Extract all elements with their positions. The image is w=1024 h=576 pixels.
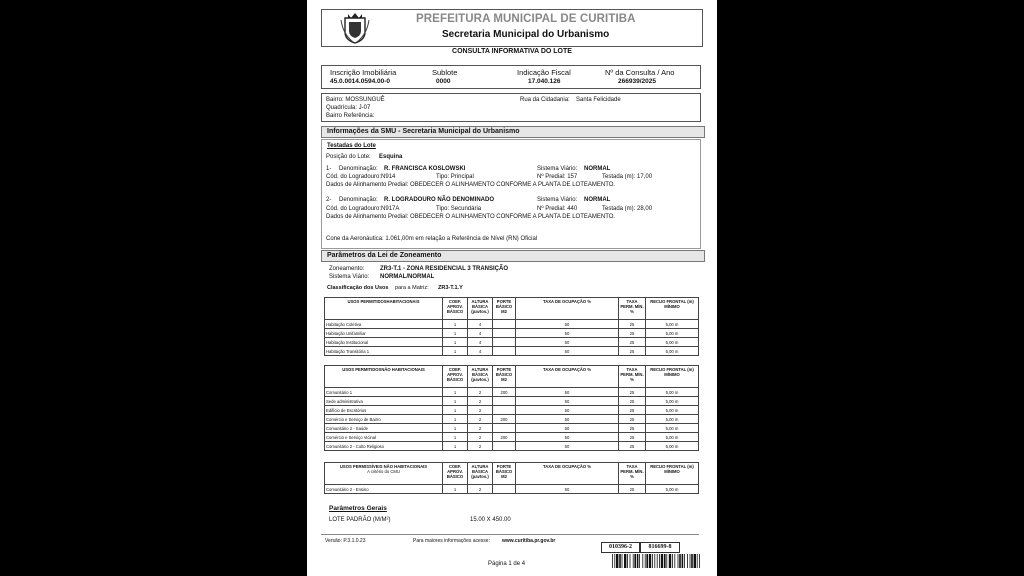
table1-body	[325, 320, 699, 356]
rua-cidadania-label: Rua da Cidadania:	[520, 97, 570, 103]
table-cell: 25	[619, 338, 646, 347]
table-cell: 4	[468, 338, 493, 347]
table-cell: Comunitário 1	[325, 388, 443, 397]
header-subtitle: Secretaria Municipal do Urbanismo	[442, 29, 610, 40]
table-cell	[493, 442, 516, 451]
indicacao-value: 17.040.126	[528, 78, 561, 85]
col-taxa-perm: TAXA PERM. MÍN. %	[619, 463, 646, 485]
testada2-tipo: Tipo: Secundária	[436, 206, 482, 212]
table-cell: 5,00 m	[646, 433, 699, 442]
table2-title: USOS PERMITIDOSNÃO HABITACIONAIS	[325, 366, 443, 388]
table-cell	[493, 406, 516, 415]
table-cell: Comunitário 2 - Culto Religioso	[325, 442, 443, 451]
testada2-sist: NORMAL	[584, 197, 611, 203]
table-cell: 2	[468, 406, 493, 415]
table-cell: 2	[468, 424, 493, 433]
col-altura: ALTURA BÁSICA (pavtos.)	[468, 366, 493, 388]
table3-title	[325, 463, 443, 485]
table-usos-habitacionais	[324, 297, 699, 356]
testada2-predial: Nº Predial: 440	[537, 206, 578, 212]
testada1-cod: Cód. do Logradouro:N914	[326, 174, 396, 180]
table-cell: 5,00 m	[646, 485, 699, 494]
classificacao-label: Classificação dos Usos	[327, 285, 389, 291]
col-altura: ALTURA BÁSICA (pavtos.)	[468, 463, 493, 485]
table-cell: 25	[619, 347, 646, 356]
table-cell: Habitação Coletiva	[325, 320, 443, 329]
table-row	[325, 329, 699, 338]
table-cell: 25	[619, 397, 646, 406]
lote-padrao-label: LOTE PADRÃO (M/M²)	[329, 517, 391, 523]
consulta-label: Nº da Consulta / Ano	[605, 68, 675, 77]
table-cell	[493, 397, 516, 406]
testada1-sist: NORMAL	[584, 166, 611, 172]
table-cell: 50	[516, 424, 619, 433]
table-cell: 50	[516, 347, 619, 356]
table-row	[325, 442, 699, 451]
table-cell: 200	[493, 415, 516, 424]
testada1-alinhamento: Dados de Alinhamento Predial: OBEDECER O ALINHAMENTO CONFORME A PLANTA DE LOTEAMENTO.	[326, 182, 616, 188]
posicao-value: Esquina	[379, 154, 403, 160]
table-cell: Comunitário 2 - Ensino	[325, 485, 443, 494]
quadricula: Quadrícula: J-07	[326, 105, 371, 111]
testada1-sist-label: Sistema Viário:	[537, 166, 578, 172]
zoneamento-label: Zoneamento:	[329, 266, 365, 272]
col-porte: PORTE BÁSICO M2	[493, 298, 516, 320]
table-cell: 5,00 m	[646, 406, 699, 415]
footer-divider	[321, 534, 699, 535]
col-taxa-perm: TAXA PERM. MÍN. %	[619, 298, 646, 320]
col-altura: ALTURA BÁSICA (pavtos.)	[468, 298, 493, 320]
zoning-section-heading: Parâmetros da Lei de Zoneamento	[321, 250, 705, 262]
table-cell: 1	[443, 338, 468, 347]
table-row	[325, 415, 699, 424]
lote-padrao-value: 15.00 X 450.00	[470, 517, 511, 523]
testada2-den: R. LOGRADOURO NÃO DENOMINADO	[384, 197, 494, 203]
table-cell: 50	[516, 397, 619, 406]
zoneamento-value: ZR3-T.1 - ZONA RESIDENCIAL 3 TRANSIÇÃO	[380, 266, 509, 272]
table-cell: 1	[443, 415, 468, 424]
table-cell: 5,00 m	[646, 424, 699, 433]
table-cell: 4	[468, 320, 493, 329]
table-cell: 1	[443, 485, 468, 494]
table-cell: 25	[619, 406, 646, 415]
table-cell: 5,00 m	[646, 329, 699, 338]
table-row	[325, 424, 699, 433]
table-cell: 1	[443, 397, 468, 406]
table-row	[325, 320, 699, 329]
table-cell: 4	[468, 347, 493, 356]
table-cell: Comunitário 2 - Saúde	[325, 424, 443, 433]
table-row	[325, 338, 699, 347]
table-cell	[493, 424, 516, 433]
document-code-2: 816699-8	[640, 542, 680, 553]
table-cell: 1	[443, 320, 468, 329]
table-cell: 25	[619, 485, 646, 494]
table-cell: 1	[443, 347, 468, 356]
col-taxa-perm: TAXA PERM. MÍN. %	[619, 366, 646, 388]
document-title: CONSULTA INFORMATIVA DO LOTE	[452, 48, 572, 55]
testadas-heading: Testadas do Lote	[327, 143, 376, 149]
table-cell: 1	[443, 406, 468, 415]
testada2-testada: Testada (m): 28,00	[602, 206, 653, 212]
table-cell: 50	[516, 406, 619, 415]
table-cell: 200	[493, 388, 516, 397]
testada1-tipo: Tipo: Principal	[436, 174, 474, 180]
version-text: Versão: P.3.1.0.23	[325, 538, 366, 544]
table-cell: 5,00 m	[646, 442, 699, 451]
sistema-viario-label: Sistema Viário:	[329, 274, 370, 280]
cone-aeronautica: Cone da Aeronáutica: 1.061,00m em relação a Referência de Nível (RN) Oficial	[326, 236, 538, 242]
testada1-num: 1-	[326, 166, 332, 172]
website-link[interactable]: www.curitiba.pr.gov.br	[502, 538, 556, 544]
table-cell: 50	[516, 388, 619, 397]
table-cell: 5,00 m	[646, 338, 699, 347]
table-cell	[493, 320, 516, 329]
col-recuo: RECUO FRONTAL (m) MÍNIMO	[646, 298, 699, 320]
table3-body	[325, 485, 699, 494]
matriz-value: ZR3-T.1.Y	[438, 285, 463, 291]
rua-cidadania: Santa Felicidade	[576, 97, 621, 103]
table-cell: 1	[443, 388, 468, 397]
document-code-1: 010396-2	[601, 542, 640, 553]
col-taxa-ocupacao: TAXA DE OCUPAÇÃO %	[516, 298, 619, 320]
table-usos-permissiveis	[324, 462, 699, 494]
col-coef: COEF. APROV. BÁSICO	[443, 298, 468, 320]
sublote-label: Sublote	[432, 68, 458, 77]
posicao-label: Posição do Lote:	[326, 154, 371, 160]
testada2-alinhamento: Dados de Alinhamento Predial: OBEDECER O ALINHAMENTO CONFORME A PLANTA DE LOTEAMENTO.	[326, 214, 616, 220]
table-cell: 25	[619, 329, 646, 338]
document-page	[307, 0, 717, 576]
table2-body	[325, 388, 699, 451]
table3-title-text: USOS PERMISSÍVEIS NÃO HABITACIONAIS	[339, 464, 428, 469]
table-cell: 2	[468, 388, 493, 397]
document-header	[321, 9, 703, 47]
table-cell: Sede administrativa	[325, 397, 443, 406]
table-cell: 50	[516, 415, 619, 424]
parametros-gerais-heading: Parâmetros Gerais	[329, 505, 387, 512]
location-box	[321, 93, 701, 122]
table3-subtitle: A critério do CMU	[367, 469, 400, 474]
indicacao-label: Indicação Fiscal	[517, 68, 571, 77]
table-cell: 200	[493, 433, 516, 442]
page-number: Página 1 de 4	[488, 561, 526, 567]
table-cell: 5,00 m	[646, 347, 699, 356]
table-cell: Habitação Institucional	[325, 338, 443, 347]
col-coef: COEF. APROV. BÁSICO	[443, 366, 468, 388]
table-cell: 5,00 m	[646, 397, 699, 406]
col-porte: PORTE BÁSICO M2	[493, 366, 516, 388]
table-cell: 50	[516, 485, 619, 494]
table-cell: 4	[468, 329, 493, 338]
table-usos-nao-habitacionais	[324, 365, 699, 451]
table-cell: 50	[516, 338, 619, 347]
barcode-icon	[612, 554, 702, 568]
table-cell: Habitação Unifamiliar	[325, 329, 443, 338]
bairro-referencia: Bairro Referência:	[326, 113, 375, 119]
testada2-num: 2-	[326, 197, 332, 203]
table-cell: 2	[468, 433, 493, 442]
col-taxa-ocupacao: TAXA DE OCUPAÇÃO %	[516, 463, 619, 485]
col-recuo: RECUO FRONTAL (m) MÍNIMO	[646, 366, 699, 388]
table-cell: 2	[468, 442, 493, 451]
table-cell	[493, 485, 516, 494]
info-text: Para maiores informações acesse:	[413, 538, 490, 544]
testada2-den-label: Denominação:	[339, 197, 378, 203]
table-row	[325, 433, 699, 442]
table-cell	[493, 329, 516, 338]
table-cell: 5,00 m	[646, 415, 699, 424]
table-row	[325, 397, 699, 406]
testada1-den: R. FRANCISCA KOSLOWSKI	[384, 166, 466, 172]
col-taxa-ocupacao: TAXA DE OCUPAÇÃO %	[516, 366, 619, 388]
table-row	[325, 347, 699, 356]
testada1-den-label: Denominação:	[339, 166, 378, 172]
testada1-predial: Nº Predial: 157	[537, 174, 578, 180]
table-cell: 25	[619, 320, 646, 329]
col-recuo: RECUO FRONTAL (m) MÍNIMO	[646, 463, 699, 485]
table-cell: Habitação Transitória 1	[325, 347, 443, 356]
table-cell: 50	[516, 320, 619, 329]
table-cell: 1	[443, 442, 468, 451]
table-row	[325, 388, 699, 397]
consulta-value: 266939/2025	[618, 78, 656, 85]
table-cell: 2	[468, 397, 493, 406]
table-cell: Edifício de Escritórios	[325, 406, 443, 415]
smu-section-heading: Informações da SMU - Secretaria Municipal do Urbanismo	[321, 126, 705, 138]
inscricao-value: 45.0.0014.0594.00-0	[330, 78, 390, 85]
smu-box	[321, 139, 701, 249]
city-crest-icon	[340, 12, 370, 44]
table-cell: 25	[619, 442, 646, 451]
testada2-cod: Cód. do Logradouro:N917A	[326, 206, 400, 212]
table-cell: 50	[516, 442, 619, 451]
table-cell: 2	[468, 415, 493, 424]
table-row	[325, 406, 699, 415]
lot-id-box	[321, 65, 701, 89]
table-cell: 25	[619, 388, 646, 397]
table-cell: 25	[619, 424, 646, 433]
testada2-sist-label: Sistema Viário:	[537, 197, 578, 203]
table-cell	[493, 338, 516, 347]
table-cell: 1	[443, 329, 468, 338]
inscricao-label: Inscrição Imobiliária	[330, 68, 397, 77]
table-cell: 50	[516, 433, 619, 442]
header-title: PREFEITURA MUNICIPAL DE CURITIBA	[416, 13, 636, 25]
testada1-testada: Testada (m): 17,00	[602, 174, 653, 180]
table-cell: 50	[516, 329, 619, 338]
table-cell: 25	[619, 415, 646, 424]
table-cell: 5,00 m	[646, 320, 699, 329]
bairro: Bairro: MOSSUNGUÊ	[326, 97, 385, 103]
table-cell: 25	[619, 433, 646, 442]
sistema-viario-value: NORMAL/NORMAL	[380, 274, 435, 280]
table-cell: Comércio e Serviço Vicinal	[325, 433, 443, 442]
table-cell: 1	[443, 424, 468, 433]
matriz-label: para a Matriz:	[395, 285, 429, 291]
sublote-value: 0000	[436, 78, 451, 85]
col-porte: PORTE BÁSICO M2	[493, 463, 516, 485]
table-cell: 5,00 m	[646, 388, 699, 397]
table-cell: 1	[443, 433, 468, 442]
table-cell: Comércio e Serviço de Bairro	[325, 415, 443, 424]
table-row	[325, 485, 699, 494]
table-cell: 2	[468, 485, 493, 494]
table1-title: USOS PERMITIDOSHABITACIONAIS	[325, 298, 443, 320]
col-coef: COEF. APROV. BÁSICO	[443, 463, 468, 485]
table-cell	[493, 347, 516, 356]
